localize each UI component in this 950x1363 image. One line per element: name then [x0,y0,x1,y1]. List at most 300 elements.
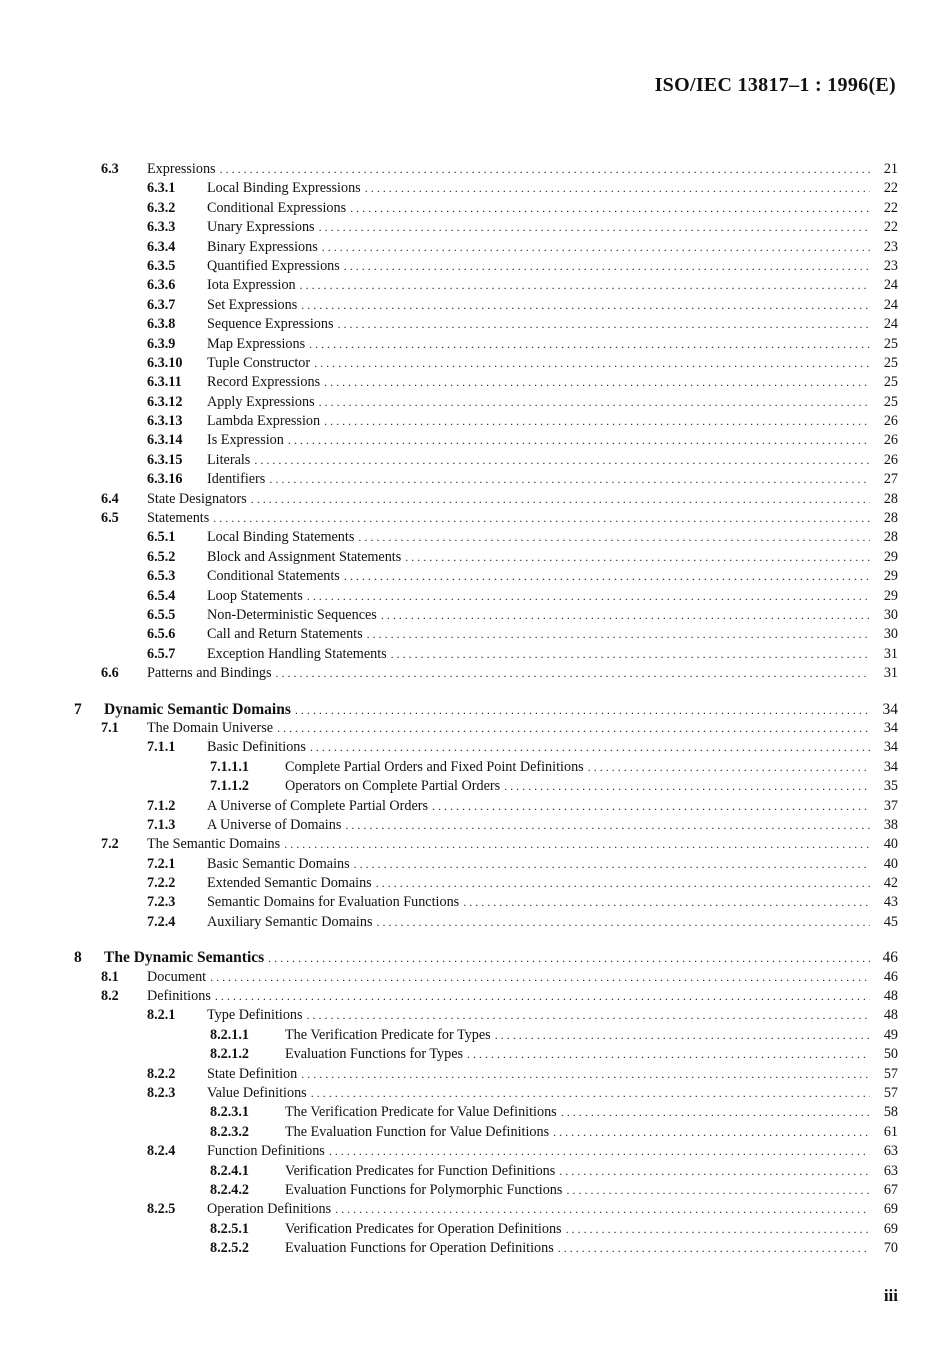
toc-entry[interactable] [0,893,950,912]
toc-entry-number: 6.3.8 [147,316,176,333]
toc-entry-number: 8.1 [101,968,119,985]
toc-entry[interactable] [0,1200,950,1219]
dot-leader [337,315,870,334]
toc-entry[interactable] [0,373,950,392]
dot-leader [319,393,870,412]
dot-leader [381,606,870,625]
toc-entry-number: 7.1 [101,719,119,736]
toc-entry-title: Sequence Expressions [207,316,334,333]
toc-entry-number: 6.3.11 [147,374,182,391]
toc-entry-page: 34 [883,758,898,775]
toc-entry-title: The Verification Predicate for Types [285,1026,491,1043]
dot-leader [300,276,870,295]
toc-entry-number: 8.2.3.2 [210,1123,250,1140]
toc-entry-page: 57 [883,1065,898,1082]
toc-entry-page: 46 [883,968,898,985]
toc-entry-page: 25 [883,335,898,352]
dot-leader [288,431,870,450]
toc-entry-page: 49 [883,1026,898,1043]
toc-entry-title: Quantified Expressions [207,257,340,274]
dot-leader [269,470,870,489]
dot-leader [553,1123,870,1142]
dot-leader [561,1103,870,1122]
toc-entry-page: 28 [883,529,898,546]
toc-entry[interactable] [0,179,950,198]
toc-entry-line [207,625,870,644]
toc-entry-page: 26 [883,451,898,468]
toc-entry-line [207,451,870,470]
toc-entry-title: Unary Expressions [207,219,315,236]
toc-entry-line [207,354,870,373]
toc-entry-title: Block and Assignment Statements [207,548,402,565]
toc-entry-number: 8.2.5.1 [210,1220,250,1237]
toc-entry-title: Basic Definitions [207,739,306,756]
toc-entry-page: 28 [883,510,898,527]
toc-entry[interactable] [0,451,950,470]
toc-entry[interactable] [0,1239,950,1258]
toc-entry-number: 7.2.2 [147,875,176,892]
toc-entry-line [207,431,870,450]
toc-entry[interactable] [0,1103,950,1122]
toc-entry-title: Binary Expressions [207,238,318,255]
toc-entry-number: 6.3.6 [147,277,176,294]
toc-entry-title: Call and Return Statements [207,626,363,643]
dot-leader [391,645,870,664]
toc-entry-line [285,1239,870,1258]
toc-entry[interactable] [0,625,950,644]
toc-entry-line [207,1200,870,1219]
toc-entry-number: 6.5 [101,510,119,527]
dot-leader [276,664,870,683]
toc-entry-line [147,968,870,987]
toc-entry-page: 34 [882,700,898,718]
toc-entry-title: Exception Handling Statements [207,645,387,662]
toc-entry[interactable] [0,1123,950,1142]
toc-entry-line [207,606,870,625]
toc-entry-title: Evaluation Functions for Types [285,1046,464,1063]
toc-entry[interactable] [0,874,950,893]
toc-entry-number: 6.3.16 [147,471,183,488]
toc-entry-page: 63 [883,1143,898,1160]
dot-leader [504,777,870,796]
toc-entry-number: 6.3.5 [147,257,176,274]
toc-entry-line [147,509,870,528]
toc-entry-title: Function Definitions [207,1143,325,1160]
toc-entry-line [207,296,870,315]
toc-entry-number: 7.1.1.1 [210,758,250,775]
toc-entry-page: 24 [883,277,898,294]
toc-entry-page: 31 [883,665,898,682]
dot-leader [277,719,870,738]
toc-entry-title: Local Binding Statements [207,529,355,546]
toc-entry-page: 29 [883,587,898,604]
dot-leader [295,701,870,720]
dot-leader [559,1162,870,1181]
toc-entry-number: 8.2.1.2 [210,1046,250,1063]
toc-entry-line [147,835,870,854]
toc-entry[interactable] [0,160,950,179]
toc-entry-title: Definitions [147,988,211,1005]
toc-entry-line [207,816,870,835]
toc-entry-title: Loop Statements [207,587,303,604]
toc-entry-number: 8.2.1 [147,1007,176,1024]
toc-entry-page: 63 [883,1162,898,1179]
dot-leader [588,758,870,777]
dot-leader [344,567,870,586]
toc-entry-page: 69 [883,1201,898,1218]
toc-entry-title: A Universe of Domains [207,816,342,833]
toc-entry-title: Operation Definitions [207,1201,332,1218]
toc-entry[interactable] [0,664,950,683]
toc-entry[interactable] [0,393,950,412]
toc-entry[interactable] [0,700,950,719]
toc-entry-number: 8.2.5 [147,1201,176,1218]
toc-entry-line [147,160,870,179]
toc-entry-line [285,1220,870,1239]
toc-entry[interactable] [0,257,950,276]
toc-entry-number: 6.3.12 [147,393,183,410]
toc-entry-title: State Designators [147,490,247,507]
toc-entry-page: 29 [883,548,898,565]
toc-entry-title: Verification Predicates for Function Definitions [285,1162,556,1179]
toc-entry-line [207,738,870,757]
toc-entry-page: 50 [883,1046,898,1063]
toc-entry[interactable] [0,913,950,932]
toc-entry-line [207,335,870,354]
toc-entry-number: 6.5.2 [147,548,176,565]
toc-entry-number: 7.1.3 [147,816,176,833]
dot-leader [310,738,870,757]
toc-entry-page: 48 [883,1007,898,1024]
toc-entry-line [207,412,870,431]
toc-entry-title: Non-Deterministic Sequences [207,606,377,623]
dot-leader [309,335,870,354]
dot-leader [566,1181,870,1200]
toc-entry-line [207,1065,870,1084]
toc-entry[interactable] [0,968,950,987]
toc-entry-page: 31 [883,645,898,662]
toc-entry-title: Lambda Expression [207,413,321,430]
toc-entry-number: 6.5.4 [147,587,176,604]
toc-entry-page: 69 [883,1220,898,1237]
toc-entry[interactable] [0,777,950,796]
toc-entry[interactable] [0,490,950,509]
toc-entry-title: Basic Semantic Domains [207,855,350,872]
toc-entry-page: 30 [883,626,898,643]
toc-entry-number: 8 [74,949,82,967]
toc-entry-line [207,1142,870,1161]
dot-leader [467,1045,870,1064]
toc-entry-number: 6.3.1 [147,180,176,197]
toc-entry[interactable] [0,548,950,567]
toc-entry-line [207,567,870,586]
table-of-contents [0,160,950,1258]
toc-entry-line [207,528,870,547]
toc-entry[interactable] [0,315,950,334]
dot-leader [377,913,871,932]
toc-entry-title: Document [147,968,207,985]
toc-entry-number: 6.5.5 [147,606,176,623]
toc-entry-page: 25 [883,374,898,391]
toc-entry-line [147,490,870,509]
dot-leader [329,1142,870,1161]
toc-entry-number: 7.1.2 [147,797,176,814]
toc-entry-title: Expressions [147,161,216,177]
toc-entry-title: Iota Expression [207,277,296,294]
toc-entry-title: Semantic Domains for Evaluation Functions [207,894,460,911]
toc-entry-line [285,1103,870,1122]
dot-leader [324,373,870,392]
toc-entry-title: Operators on Complete Partial Orders [285,778,501,795]
toc-entry-number: 6.3 [101,161,119,177]
toc-entry-number: 6.5.1 [147,529,176,546]
toc-entry[interactable] [0,587,950,606]
toc-entry[interactable] [0,528,950,547]
toc-entry-title: Conditional Statements [207,568,340,585]
toc-entry[interactable] [0,1065,950,1084]
toc-entry-title: Apply Expressions [207,393,315,410]
toc-entry-title: The Domain Universe [147,719,274,736]
toc-entry-number: 8.2.3 [147,1084,176,1101]
toc-entry-title: A Universe of Complete Partial Orders [207,797,429,814]
toc-entry-number: 6.5.7 [147,645,176,662]
toc-entry[interactable] [0,1220,950,1239]
toc-entry[interactable] [0,645,950,664]
toc-entry-page: 40 [883,855,898,872]
toc-entry-line [207,238,870,257]
toc-entry-number: 6.3.10 [147,354,183,371]
toc-entry-line [285,758,870,777]
page-number: iii [883,1286,898,1305]
toc-entry-line [207,587,870,606]
toc-entry-number: 6.3.4 [147,238,176,255]
toc-entry[interactable] [0,1142,950,1161]
toc-entry[interactable] [0,470,950,489]
toc-entry-number: 7.2 [101,836,119,853]
toc-entry-line [285,1162,870,1181]
toc-entry-number: 6.3.2 [147,199,176,216]
dot-leader [432,797,870,816]
toc-entry-line [207,179,870,198]
toc-entry-page: 45 [883,913,898,930]
toc-entry[interactable] [0,199,950,218]
toc-entry-number: 7 [74,700,82,718]
toc-entry-line [207,1006,870,1025]
toc-entry-page: 26 [883,413,898,430]
toc-entry[interactable] [0,855,950,874]
toc-entry-line [207,1084,870,1103]
toc-entry-page: 40 [883,836,898,853]
toc-entry[interactable] [0,1026,950,1045]
toc-entry[interactable] [0,354,950,373]
toc-entry-title: Local Binding Expressions [207,180,361,197]
toc-entry-line [285,1181,870,1200]
toc-entry-title: Is Expression [207,432,284,449]
toc-entry-number: 6.3.9 [147,335,176,352]
toc-entry-page: 27 [883,471,898,488]
toc-entry[interactable] [0,758,950,777]
toc-entry[interactable] [0,296,950,315]
toc-entry-page: 29 [883,568,898,585]
toc-entry-page: 22 [883,180,898,197]
toc-entry-line [207,315,870,334]
dot-leader [376,874,870,893]
dot-leader [463,893,870,912]
dot-leader [495,1026,870,1045]
toc-entry[interactable] [0,335,950,354]
toc-entry[interactable] [0,835,950,854]
toc-entry-number: 7.2.3 [147,894,176,911]
toc-entry-page: 22 [883,199,898,216]
toc-entry-line [104,700,870,720]
toc-entry[interactable] [0,238,950,257]
toc-entry-page: 28 [883,490,898,507]
toc-entry[interactable] [0,1162,950,1181]
toc-entry[interactable] [0,509,950,528]
dot-leader [251,490,870,509]
toc-entry-page: 21 [883,161,898,177]
toc-entry-page: 35 [883,778,898,795]
toc-entry[interactable] [0,276,950,295]
toc-entry-title: Dynamic Semantic Domains [104,700,291,718]
toc-entry-line [207,257,870,276]
dot-leader [319,218,870,237]
toc-entry[interactable] [0,719,950,738]
dot-leader [215,987,870,1006]
toc-entry-number: 8.2.2 [147,1065,176,1082]
toc-entry-line [207,393,870,412]
toc-entry-line [207,470,870,489]
toc-entry[interactable] [0,1006,950,1025]
toc-entry-title: Set Expressions [207,296,298,313]
toc-entry-line [207,913,870,932]
toc-entry-line [147,719,870,738]
toc-entry-number: 6.6 [101,665,119,682]
toc-entry-number: 8.2.5.2 [210,1240,250,1257]
toc-entry-line [207,199,870,218]
toc-entry-page: 58 [883,1104,898,1121]
toc-entry-line [147,987,870,1006]
toc-entry-number: 8.2.4 [147,1143,176,1160]
toc-entry-line [285,1026,870,1045]
toc-entry-number: 6.3.13 [147,413,183,430]
toc-entry[interactable] [0,1181,950,1200]
toc-entry-title: The Semantic Domains [147,836,281,853]
toc-entry-line [285,777,870,796]
toc-entry[interactable] [0,567,950,586]
toc-entry-page: 26 [883,432,898,449]
toc-entry[interactable] [0,797,950,816]
toc-entry-page: 34 [883,739,898,756]
toc-entry[interactable] [0,606,950,625]
toc-entry-title: Record Expressions [207,374,321,391]
toc-entry-number: 6.3.14 [147,432,183,449]
toc-entry-line [285,1045,870,1064]
dot-leader [345,816,870,835]
dot-leader [213,509,870,528]
toc-entry-number: 6.3.7 [147,296,176,313]
toc-entry-page: 24 [883,316,898,333]
toc-entry-page: 61 [883,1123,898,1140]
dot-leader [365,179,870,198]
toc-entry-line [207,855,870,874]
toc-entry-line [207,373,870,392]
toc-entry-line [207,874,870,893]
toc-entry-page: 34 [883,719,898,736]
toc-entry-number: 8.2.4.1 [210,1162,250,1179]
toc-entry-title: Literals [207,451,251,468]
toc-entry[interactable] [0,1045,950,1064]
dot-leader [220,160,870,179]
toc-entry[interactable] [0,948,950,967]
toc-entry-number: 8.2 [101,988,119,1005]
toc-entry-page: 42 [883,875,898,892]
toc-entry-title: The Evaluation Function for Value Definitions [285,1123,550,1140]
toc-entry-title: The Verification Predicate for Value Definitions [285,1104,557,1121]
toc-entry-page: 67 [883,1181,898,1198]
dot-leader [322,238,870,257]
toc-entry-number: 6.3.15 [147,451,183,468]
toc-entry-page: 43 [883,894,898,911]
toc-entry-line [104,948,870,968]
toc-entry-title: Auxiliary Semantic Domains [207,913,373,930]
toc-entry-line [147,664,870,683]
toc-entry-line [207,893,870,912]
dot-leader [566,1220,870,1239]
toc-entry-number: 8.2.1.1 [210,1026,250,1043]
document-header: ISO/IEC 13817–1 : 1996(E) [654,74,896,96]
toc-entry-page: 22 [883,219,898,236]
toc-entry[interactable] [0,431,950,450]
toc-entry[interactable] [0,1084,950,1103]
toc-entry-line [207,797,870,816]
toc-entry-title: Type Definitions [207,1007,303,1024]
toc-entry-title: Statements [147,510,210,527]
toc-entry-page: 23 [883,238,898,255]
toc-entry[interactable] [0,816,950,835]
toc-entry[interactable] [0,738,950,757]
dot-leader [358,528,870,547]
toc-entry-title: Tuple Constructor [207,354,311,371]
dot-leader [301,1065,870,1084]
dot-leader [254,451,870,470]
toc-entry[interactable] [0,987,950,1006]
toc-entry[interactable] [0,218,950,237]
dot-leader [210,968,870,987]
toc-entry-title: Evaluation Functions for Operation Definitions [285,1240,554,1257]
dot-leader [405,548,870,567]
toc-entry-number: 7.1.1 [147,739,176,756]
toc-entry-line [207,645,870,664]
toc-entry-number: 6.5.6 [147,626,176,643]
toc-entry-page: 23 [883,257,898,274]
toc-entry-line [207,548,870,567]
toc-entry-page: 24 [883,296,898,313]
toc-entry-title: Verification Predicates for Operation Definitions [285,1220,562,1237]
toc-entry-number: 6.4 [101,490,119,507]
toc-entry[interactable] [0,412,950,431]
toc-entry-page: 30 [883,606,898,623]
dot-leader [284,835,870,854]
toc-entry-line [207,276,870,295]
toc-entry-page: 70 [883,1240,898,1257]
toc-entry-page: 37 [883,797,898,814]
toc-entry-number: 6.5.3 [147,568,176,585]
toc-entry-title: Value Definitions [207,1084,307,1101]
toc-entry-page: 25 [883,393,898,410]
toc-entry-page: 48 [883,988,898,1005]
dot-leader [350,199,870,218]
